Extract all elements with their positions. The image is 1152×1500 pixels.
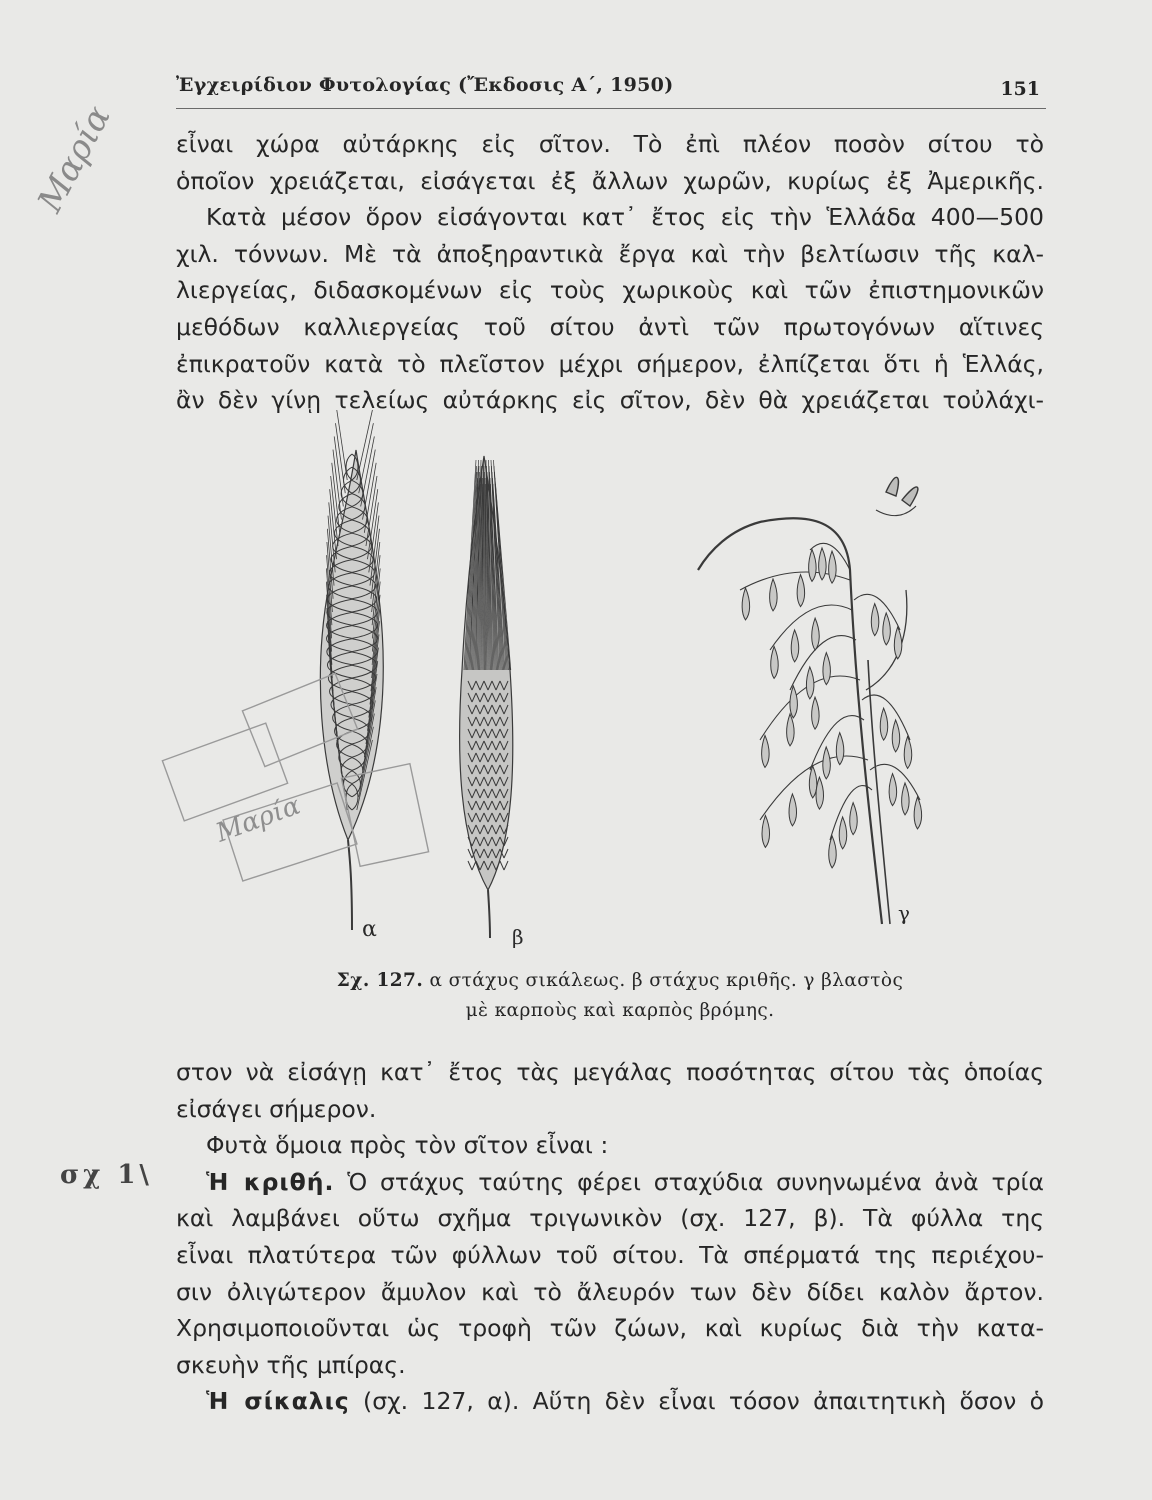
illustration-stroke: [812, 618, 820, 650]
illustration-stroke: [500, 861, 508, 870]
illustration-stroke: [359, 423, 374, 493]
book-title: Ἐγχειρίδιον Φυτολογίας (Ἔκδοσις Α΄, 1950): [176, 74, 674, 96]
page-number: 151: [1000, 78, 1040, 100]
illustration-stroke: [894, 627, 902, 659]
illustration-stroke: [809, 549, 817, 581]
figure-number: Σχ. 127.: [336, 970, 424, 991]
illustration-stroke: [850, 803, 858, 835]
illustration-stroke: [806, 667, 814, 699]
illustration-stroke: [812, 697, 820, 729]
running-header: [176, 68, 1046, 109]
illustration-stroke: [836, 733, 844, 765]
illustration-stroke: [880, 708, 888, 740]
illustration-stroke: [829, 551, 837, 583]
figure-label-c: γ: [898, 901, 910, 925]
illustration-stroke: [742, 588, 750, 620]
illustration-stroke: [790, 686, 798, 718]
illustration-stroke: [871, 604, 879, 636]
rye-paragraph-start: [176, 1383, 1044, 1420]
illustration-stroke: [889, 774, 897, 806]
illustration-stroke: [797, 575, 805, 607]
illustration-stroke: [791, 630, 799, 662]
illustration-stroke: [771, 646, 779, 678]
text-line: (σχ. 127, α). Αὕτη δὲν εἶναι τόσον ἀπαιτητικὴ ὅσον ὁ: [363, 1387, 1044, 1416]
illustration-stroke: [819, 548, 827, 580]
illustration-stroke: [787, 714, 795, 746]
text-line: σιν ὀλιγώτερον ἄμυλον καὶ τὸ ἄλευρόν των δὲν δίδει καλὸν ἄρτον.: [176, 1277, 1044, 1306]
stamp-signature: Μαρία: [212, 790, 305, 849]
rye-term: Ἡ σίκαλις: [206, 1387, 350, 1416]
text-line: Κατὰ μέσον ὅρον εἰσάγονται κατ᾿ ἔτος εἰς τὴν Ἑλλάδα 400—500: [206, 203, 1044, 232]
illustration-stroke: [823, 653, 831, 685]
illustration-stroke: [357, 410, 373, 480]
barley-paragraph-start: [176, 1164, 1044, 1201]
illustration-stroke: [770, 605, 852, 650]
text-line: ἂν δὲν γίνῃ τελείως αὐτάρκης εἰς σῖτον, δὲν θὰ χρειάζεται τοὐλάχι-: [176, 386, 1044, 415]
text-line: ἐπικρατοῦν κατὰ τὸ πλεῖστον μέχρι σήμερον, ἐλπίζεται ὅτι ἡ Ἑλλάς,: [176, 349, 1044, 378]
margin-pencil-note: σχ 1\: [60, 1160, 153, 1190]
illustration-stroke: [762, 815, 770, 847]
illustration-stroke: [364, 463, 376, 533]
illustration-stroke: [904, 736, 912, 768]
text-line: καὶ λαμβάνει οὕτω σχῆμα τριγωνικὸν (σχ. 127, β). Τὰ φύλλα της: [176, 1204, 1044, 1233]
figure-127: [212, 440, 970, 960]
body-text-top: [176, 126, 1044, 419]
illustration-stroke: [468, 861, 476, 870]
text-line: λιεργείας, διδασκομένων εἰς τοὺς χωρικοὺς καὶ τῶν ἐπιστημονικῶν: [176, 276, 1044, 305]
oat-panicle-illustration: [698, 477, 922, 924]
figure-caption: [270, 966, 970, 1026]
stamp-impressions: [162, 673, 428, 881]
illustration-stroke: [789, 794, 797, 826]
body-text-bottom: [176, 1054, 1044, 1420]
text-line: Χρησιμοποιοῦνται ὡς τροφὴ τῶν ζώων, καὶ κυρίως διὰ τὴν κατα-: [176, 1314, 1044, 1343]
text-line: στον νὰ εἰσάγῃ κατ᾿ ἔτος τὰς μεγάλας ποσότητας σίτου τὰς ὁποίας: [176, 1058, 1044, 1086]
margin-scribble: Μαρία: [30, 99, 119, 219]
illustration-stroke: [762, 735, 770, 767]
illustration-stroke: [829, 836, 837, 868]
caption-line-1: α στάχυς σικάλεως. β στάχυς κριθῆς. γ βλαστὸς: [429, 970, 904, 991]
text-line: εἶναι χώρα αὐτάρκης εἰς σῖτον. Τὸ ἐπὶ πλέον ποσὸν σίτου τὸ: [176, 130, 1044, 158]
illustration-stroke: [839, 817, 847, 849]
text-line: Ὁ στάχυς ταύτης φέρει σταχύδια συνηνωμένα ἀνὰ τρία: [347, 1167, 1044, 1196]
illustration-stroke: [892, 720, 900, 752]
illustration-stroke: [914, 797, 922, 829]
text-line: σκευὴν τῆς μπίρας.: [176, 1350, 406, 1379]
caption-line-2: μὲ καρποὺς καὶ καρπὸς βρόμης.: [465, 1000, 775, 1021]
text-line: εἰσάγει σήμερον.: [176, 1094, 377, 1123]
illustration-stroke: [823, 747, 831, 779]
figure-label-b: β: [512, 925, 524, 949]
illustration-stroke: [770, 579, 778, 611]
text-line: εἶναι πλατύτερα τῶν φύλλων τοῦ σίτου. Τὰ σπέρματά της περιέχου-: [176, 1240, 1044, 1269]
barley-term: Ἡ κριθή.: [206, 1167, 335, 1196]
text-line: χιλ. τόννων. Μὲ τὰ ἀποξηραντικὰ ἔργα καὶ τὴν βελτίωσιν τῆς καλ-: [176, 239, 1044, 268]
text-line: μεθόδων καλλιεργείας τοῦ σίτου ἀντὶ τῶν πρωτογόνων αἵτινες: [176, 312, 1044, 341]
illustration-stroke: [902, 783, 910, 815]
figure-label-a: α: [362, 917, 377, 942]
illustration-stroke: [883, 613, 891, 645]
barley-ear-illustration: [460, 456, 513, 938]
illustration-stroke: [790, 636, 856, 690]
text-line: ὁποῖον χρειάζεται, εἰσάγεται ἐξ ἄλλων χωρῶν, κυρίως ἐξ Ἀμερικῆς.: [176, 166, 1044, 195]
text-line: Φυτὰ ὅμοια πρὸς τὸν σῖτον εἶναι :: [206, 1131, 609, 1160]
